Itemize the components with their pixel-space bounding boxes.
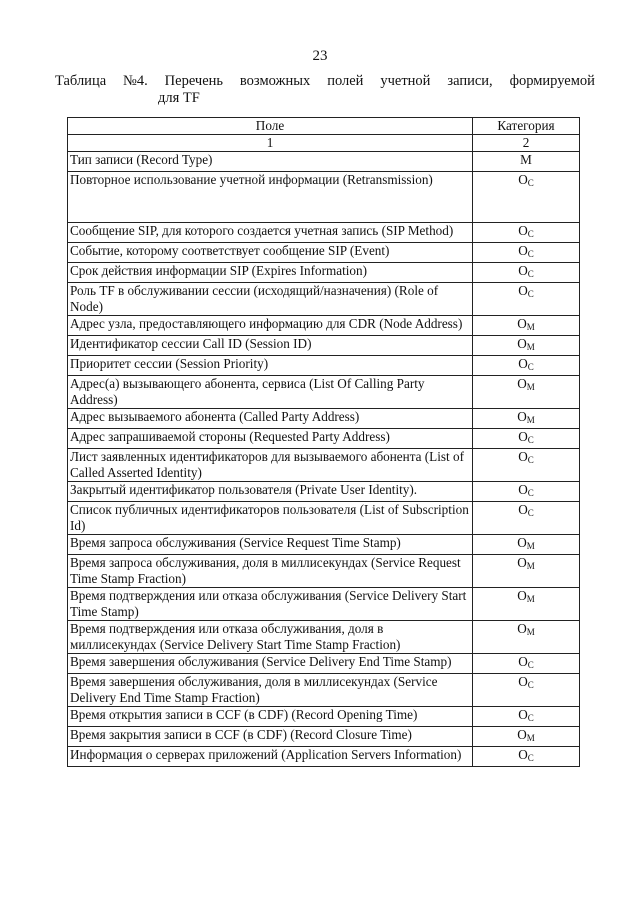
- caption-word: возможных: [239, 73, 311, 89]
- field-category: [473, 316, 580, 336]
- table-row: [68, 356, 580, 376]
- field-category: [473, 727, 580, 747]
- table-row: [68, 747, 580, 767]
- field-category: [473, 555, 580, 588]
- field-name: Тип записи (Record Type): [68, 152, 473, 172]
- table-row: [68, 674, 580, 707]
- table-row: [68, 482, 580, 502]
- field-name: Идентификатор сессии Call ID (Session ID): [68, 336, 473, 356]
- category-letter: O: [518, 172, 528, 187]
- category-subscript: C: [527, 362, 534, 372]
- field-name: Время подтверждения или отказа обслуживания, доля в миллисекундах (Service Delivery Start Time Stamp Fraction): [68, 621, 473, 654]
- table-caption: [55, 73, 595, 107]
- field-category: [473, 243, 580, 263]
- field-name: Повторное использование учетной информации (Retransmission): [68, 172, 473, 223]
- category-letter: O: [517, 316, 527, 331]
- field-category: [473, 535, 580, 555]
- category-subscript: C: [527, 249, 534, 259]
- table-row: [68, 263, 580, 283]
- caption-word: Перечень: [164, 73, 224, 89]
- table-row: [68, 449, 580, 482]
- table-row: [68, 654, 580, 674]
- category-letter: O: [518, 223, 528, 238]
- caption-line-2: для TF: [158, 90, 200, 106]
- field-category: [473, 223, 580, 243]
- field-name: Время открытия записи в CCF (в CDF) (Record Opening Time): [68, 707, 473, 727]
- field-name: Роль TF в обслуживании сессии (исходящий/назначения) (Role of Node): [68, 283, 473, 316]
- field-name: Лист заявленных идентификаторов для вызываемого абонента (List of Called Asserted Identity): [68, 449, 473, 482]
- category-letter: O: [518, 243, 528, 258]
- category-subscript: C: [527, 269, 534, 279]
- field-name: Адрес запрашиваемой стороны (Requested Party Address): [68, 429, 473, 449]
- table-row: [68, 588, 580, 621]
- category-letter: O: [518, 747, 528, 762]
- field-category: [473, 409, 580, 429]
- page-number: 23: [312, 48, 328, 64]
- category-subscript: C: [527, 713, 534, 723]
- field-name: Сообщение SIP, для которого создается учетная запись (SIP Method): [68, 223, 473, 243]
- category-subscript: C: [527, 753, 534, 763]
- caption-word: учетной: [380, 73, 431, 89]
- table-row: [68, 707, 580, 727]
- category-letter: O: [517, 376, 527, 391]
- field-name: Приоритет сессии (Session Priority): [68, 356, 473, 376]
- category-letter: O: [518, 263, 528, 278]
- field-category: [473, 482, 580, 502]
- field-name: Срок действия информации SIP (Expires Information): [68, 263, 473, 283]
- fields-table: [67, 117, 580, 767]
- caption-word: записи,: [447, 73, 493, 89]
- field-category: [473, 621, 580, 654]
- category-letter: O: [517, 621, 527, 636]
- field-name: Время запроса обслуживания (Service Request Time Stamp): [68, 535, 473, 555]
- table-row: [68, 283, 580, 316]
- field-category: [473, 283, 580, 316]
- field-category: [473, 172, 580, 223]
- field-name: Событие, которому соответствует сообщение SIP (Event): [68, 243, 473, 263]
- field-name: Закрытый идентификатор пользователя (Private User Identity).: [68, 482, 473, 502]
- category-subscript: C: [527, 435, 534, 445]
- field-category: [473, 502, 580, 535]
- category-letter: O: [518, 449, 528, 464]
- category-letter: O: [518, 283, 528, 298]
- table-row: [68, 727, 580, 747]
- category-letter: O: [517, 535, 527, 550]
- category-subscript: M: [526, 733, 535, 743]
- table-row: [68, 555, 580, 588]
- caption-line-1: [55, 73, 595, 90]
- header-category: Категория: [473, 118, 580, 135]
- category-subscript: C: [527, 289, 534, 299]
- category-letter: O: [517, 336, 527, 351]
- category-letter: O: [518, 707, 528, 722]
- table-row: [68, 152, 580, 172]
- table-body: [68, 152, 580, 767]
- category-subscript: C: [527, 455, 534, 465]
- field-category: [473, 263, 580, 283]
- category-subscript: M: [526, 342, 535, 352]
- category-subscript: C: [527, 660, 534, 670]
- field-category: [473, 707, 580, 727]
- category-letter: O: [518, 482, 528, 497]
- table-row: [68, 502, 580, 535]
- column-number-category: 2: [473, 135, 580, 152]
- table-row: [68, 336, 580, 356]
- field-category: [473, 674, 580, 707]
- field-name: Время завершения обслуживания (Service Delivery End Time Stamp): [68, 654, 473, 674]
- category-subscript: C: [527, 488, 534, 498]
- table-row: [68, 172, 580, 223]
- category-letter: O: [517, 727, 527, 742]
- category-subscript: C: [527, 680, 534, 690]
- caption-word: формируемой: [509, 73, 595, 89]
- field-category: [473, 376, 580, 409]
- field-name: Время закрытия записи в CCF (в CDF) (Record Closure Time): [68, 727, 473, 747]
- table-row: [68, 621, 580, 654]
- table-row: [68, 243, 580, 263]
- category-letter: O: [517, 555, 527, 570]
- field-name: Время запроса обслуживания, доля в миллисекундах (Service Request Time Stamp Fraction): [68, 555, 473, 588]
- category-letter: O: [518, 356, 528, 371]
- field-name: Список публичных идентификаторов пользователя (List of Subscription Id): [68, 502, 473, 535]
- column-number-field: 1: [68, 135, 473, 152]
- field-category: [473, 747, 580, 767]
- table-row: [68, 223, 580, 243]
- category-subscript: M: [526, 415, 535, 425]
- table-row: [68, 429, 580, 449]
- field-name: Адрес узла, предоставляющего информацию для CDR (Node Address): [68, 316, 473, 336]
- field-name: Время завершения обслуживания, доля в миллисекундах (Service Delivery End Time Stamp Fraction): [68, 674, 473, 707]
- caption-word: Таблица: [55, 73, 107, 89]
- table-row: [68, 535, 580, 555]
- table-row: [68, 316, 580, 336]
- category-letter: M: [520, 152, 532, 167]
- category-letter: O: [517, 409, 527, 424]
- category-letter: O: [517, 588, 527, 603]
- field-name: Информация о серверах приложений (Application Servers Information): [68, 747, 473, 767]
- category-letter: O: [518, 674, 528, 689]
- field-category: [473, 356, 580, 376]
- category-subscript: M: [526, 541, 535, 551]
- category-subscript: C: [527, 178, 534, 188]
- field-category: [473, 654, 580, 674]
- field-category: [473, 429, 580, 449]
- header-row: [68, 118, 580, 135]
- table-row: [68, 376, 580, 409]
- category-subscript: M: [526, 594, 535, 604]
- caption-word: полей: [327, 73, 364, 89]
- field-category: [473, 588, 580, 621]
- field-category: [473, 336, 580, 356]
- category-subscript: M: [526, 561, 535, 571]
- field-category: [473, 449, 580, 482]
- field-category: [473, 152, 580, 172]
- category-subscript: C: [527, 508, 534, 518]
- field-name: Адрес(а) вызывающего абонента, сервиса (List Of Calling Party Address): [68, 376, 473, 409]
- caption-word: №4.: [123, 73, 148, 89]
- column-number-row: [68, 135, 580, 152]
- header-field: Поле: [68, 118, 473, 135]
- category-subscript: M: [526, 627, 535, 637]
- category-subscript: M: [526, 382, 535, 392]
- category-letter: O: [518, 502, 528, 517]
- category-letter: O: [518, 654, 528, 669]
- table-row: [68, 409, 580, 429]
- field-name: Адрес вызываемого абонента (Called Party Address): [68, 409, 473, 429]
- category-subscript: C: [527, 229, 534, 239]
- category-subscript: M: [526, 322, 535, 332]
- category-letter: O: [518, 429, 528, 444]
- field-name: Время подтверждения или отказа обслуживания (Service Delivery Start Time Stamp): [68, 588, 473, 621]
